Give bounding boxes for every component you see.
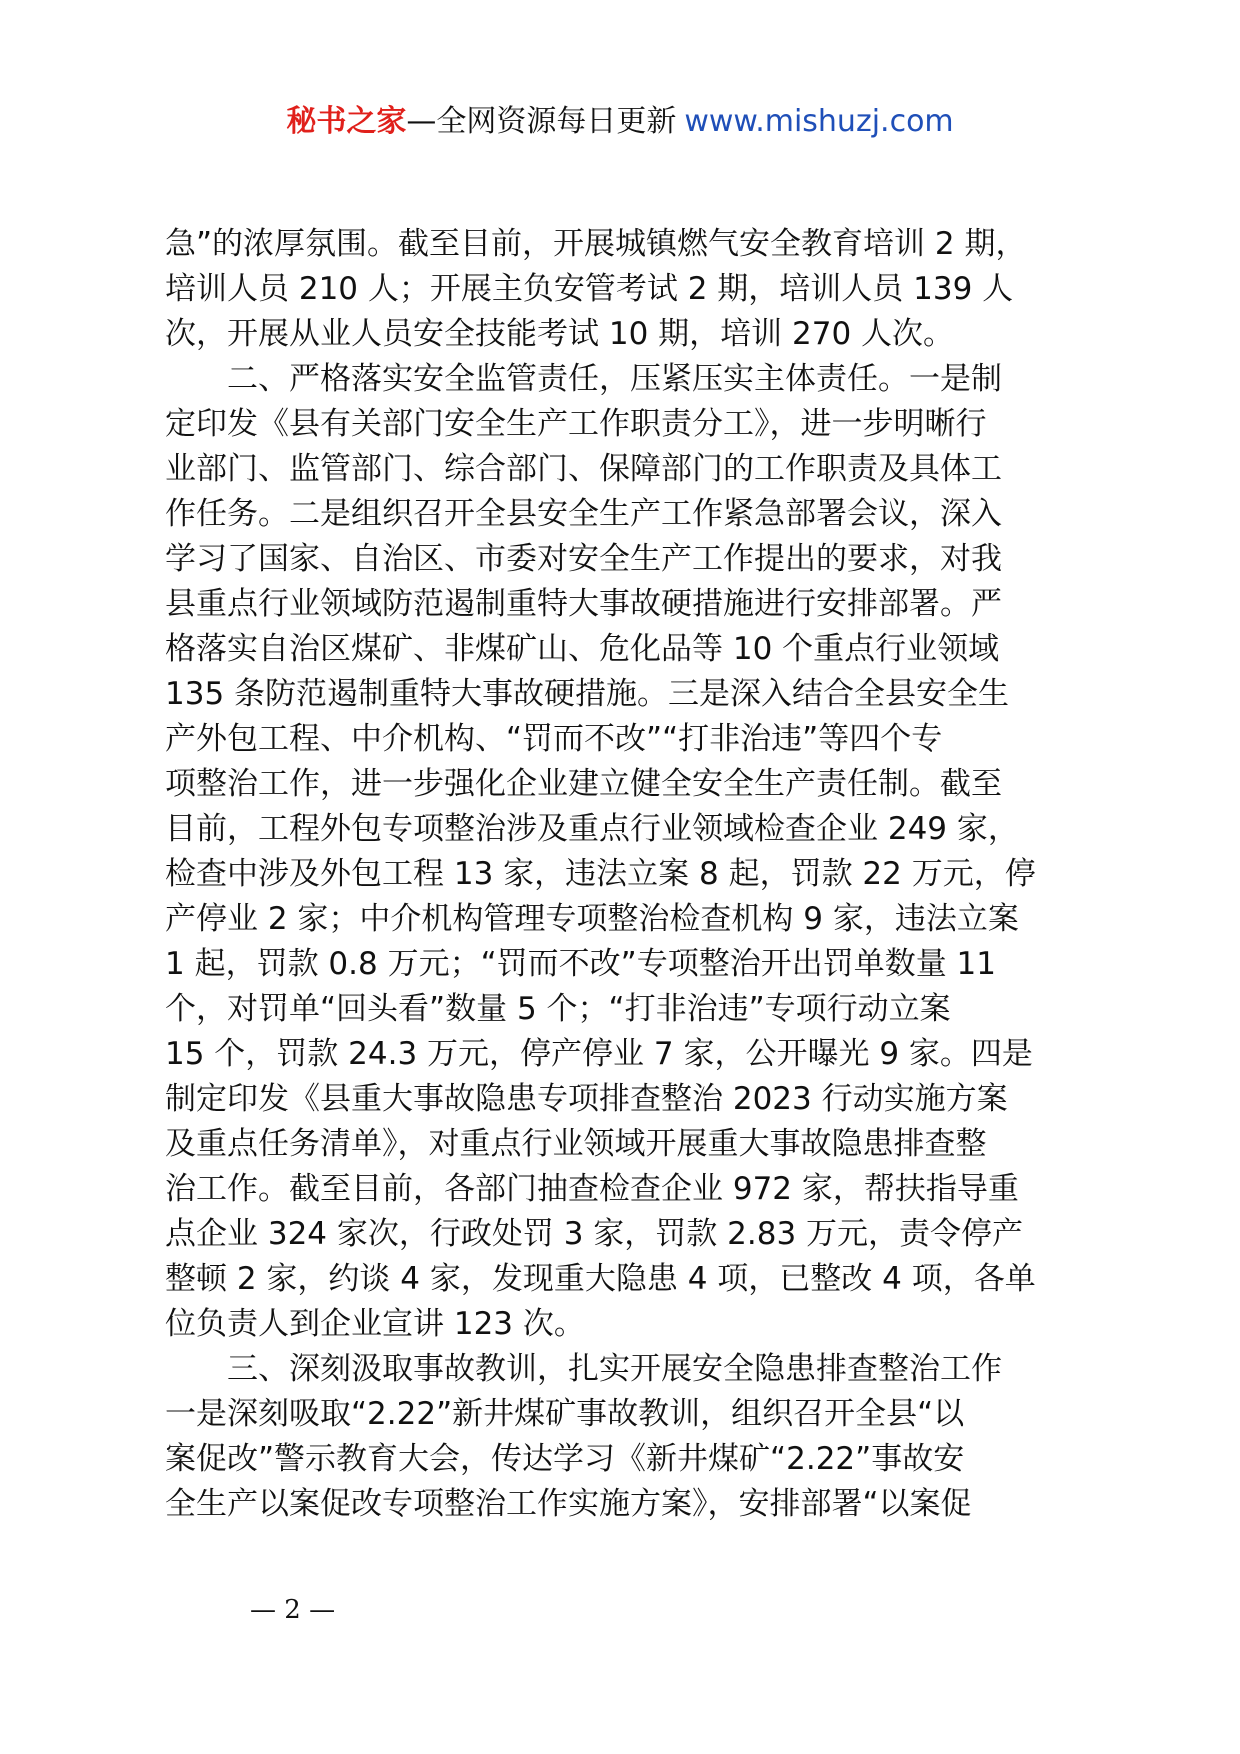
text-line: 产停业 2 家；中介机构管理专项整治检查机构 9 家，违法立案 [165,901,1019,937]
brand-name: 秘书之家 [286,104,407,139]
text-line: 治工作。截至目前，各部门抽查检查企业 972 家，帮扶指导重 [165,1171,1019,1207]
text-line: 位负责人到企业宣讲 123 次。 [165,1306,585,1342]
text-line: 学习了国家、自治区、市委对安全生产工作提出的要求，对我 [165,541,1002,577]
text-line: 产外包工程、中介机构、“罚而不改”“打非治违”等四个专 [165,721,943,757]
text-line: 县重点行业领域防范遏制重特大事故硬措施进行安排部署。严 [165,586,1002,622]
site-url-link[interactable]: www.mishuzj.com [684,104,954,139]
text-line: 检查中涉及外包工程 13 家，违法立案 8 起，罚款 22 万元，停 [165,856,1036,892]
document-body [165,222,1080,1527]
text-line: 定印发《县有关部门安全生产工作职责分工》，进一步明晰行 [165,406,987,442]
text-line: 次，开展从业人员安全技能考试 10 期，培训 270 人次。 [165,316,955,352]
text-line: 业部门、监管部门、综合部门、保障部门的工作职责及具体工 [165,451,1002,487]
text-line: 项整治工作，进一步强化企业建立健全安全生产责任制。截至 [165,766,1002,802]
text-line: 个，对罚单“回头看”数量 5 个；“打非治违”专项行动立案 [165,991,951,1027]
text-line: 目前，工程外包专项整治涉及重点行业领域检查企业 249 家， [165,811,1019,847]
text-line: 急”的浓厚氛围。截至目前，开展城镇燃气安全教育培训 2 期， [165,226,1027,262]
text-line: 15 个，罚款 24.3 万元，停产停业 7 家，公开曝光 9 家。四是 [165,1036,1033,1072]
text-line: 案促改”警示教育大会，传达学习《新井煤矿“2.22”事故安 [165,1441,965,1477]
text-line: 135 条防范遏制重特大事故硬措施。三是深入结合全县安全生 [165,676,1010,712]
text-line: 全生产以案促改专项整治工作实施方案》，安排部署“以案促 [165,1486,972,1522]
site-header [0,100,1240,144]
text-line: 作任务。二是组织召开全县安全生产工作紧急部署会议，深入 [165,496,1002,532]
text-line: 整顿 2 家，约谈 4 家，发现重大隐患 4 项，已整改 4 项，各单 [165,1261,1036,1297]
text-line: 1 起，罚款 0.8 万元；“罚而不改”专项整治开出罚单数量 11 [165,946,997,982]
section-heading-line: 三、深刻汲取事故教训，扎实开展安全隐患排查整治工作 [165,1351,1002,1387]
section-heading-line: 二、严格落实安全监管责任，压紧压实主体责任。一是制 [165,361,1002,397]
text-line: 格落实自治区煤矿、非煤矿山、危化品等 10 个重点行业领域 [165,631,1000,667]
text-line: 制定印发《县重大事故隐患专项排查整治 2023 行动实施方案 [165,1081,1008,1117]
text-line: 及重点任务清单》，对重点行业领域开展重大事故隐患排查整 [165,1126,987,1162]
page-number: — 2 — [250,1595,336,1625]
text-line: 点企业 324 家次，行政处罚 3 家，罚款 2.83 万元，责令停产 [165,1216,1024,1252]
text-line: 一是深刻吸取“2.22”新井煤矿事故教训，组织召开全县“以 [165,1396,965,1432]
header-slogan: —全网资源每日更新 [406,104,677,139]
text-line: 培训人员 210 人；开展主负安管考试 2 期，培训人员 139 人 [165,271,1014,307]
